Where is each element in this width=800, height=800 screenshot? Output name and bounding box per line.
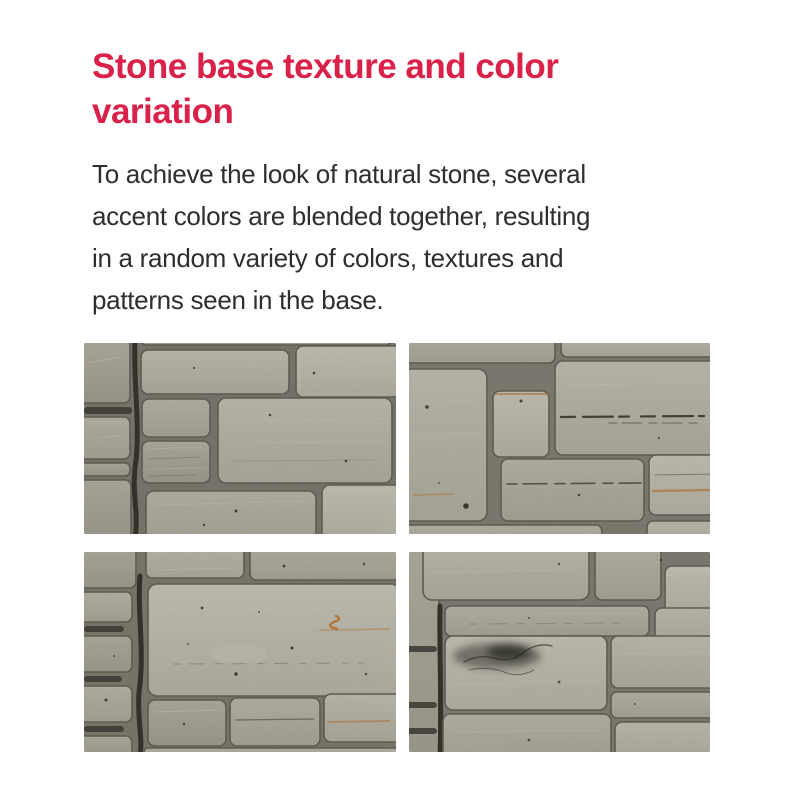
- stone-photo-bottom-right: [409, 552, 710, 752]
- intro-line-3: in a random variety of colors, textures and: [92, 243, 564, 273]
- stone-photo-top-right: [409, 343, 710, 534]
- intro-line-2: accent colors are blended together, resulting: [92, 201, 591, 231]
- stone-photo-bottom-left: [84, 552, 396, 752]
- stone-photo-top-left: [84, 343, 396, 534]
- intro-line-1: To achieve the look of natural stone, several: [92, 159, 586, 189]
- intro-line-4: patterns seen in the base.: [92, 285, 384, 315]
- stone-sample-grid: [84, 343, 710, 752]
- intro-paragraph: [92, 153, 742, 321]
- page-title: [92, 44, 732, 134]
- page-title-line-1: Stone base texture and color: [92, 47, 559, 86]
- page-title-line-2: variation: [92, 92, 234, 131]
